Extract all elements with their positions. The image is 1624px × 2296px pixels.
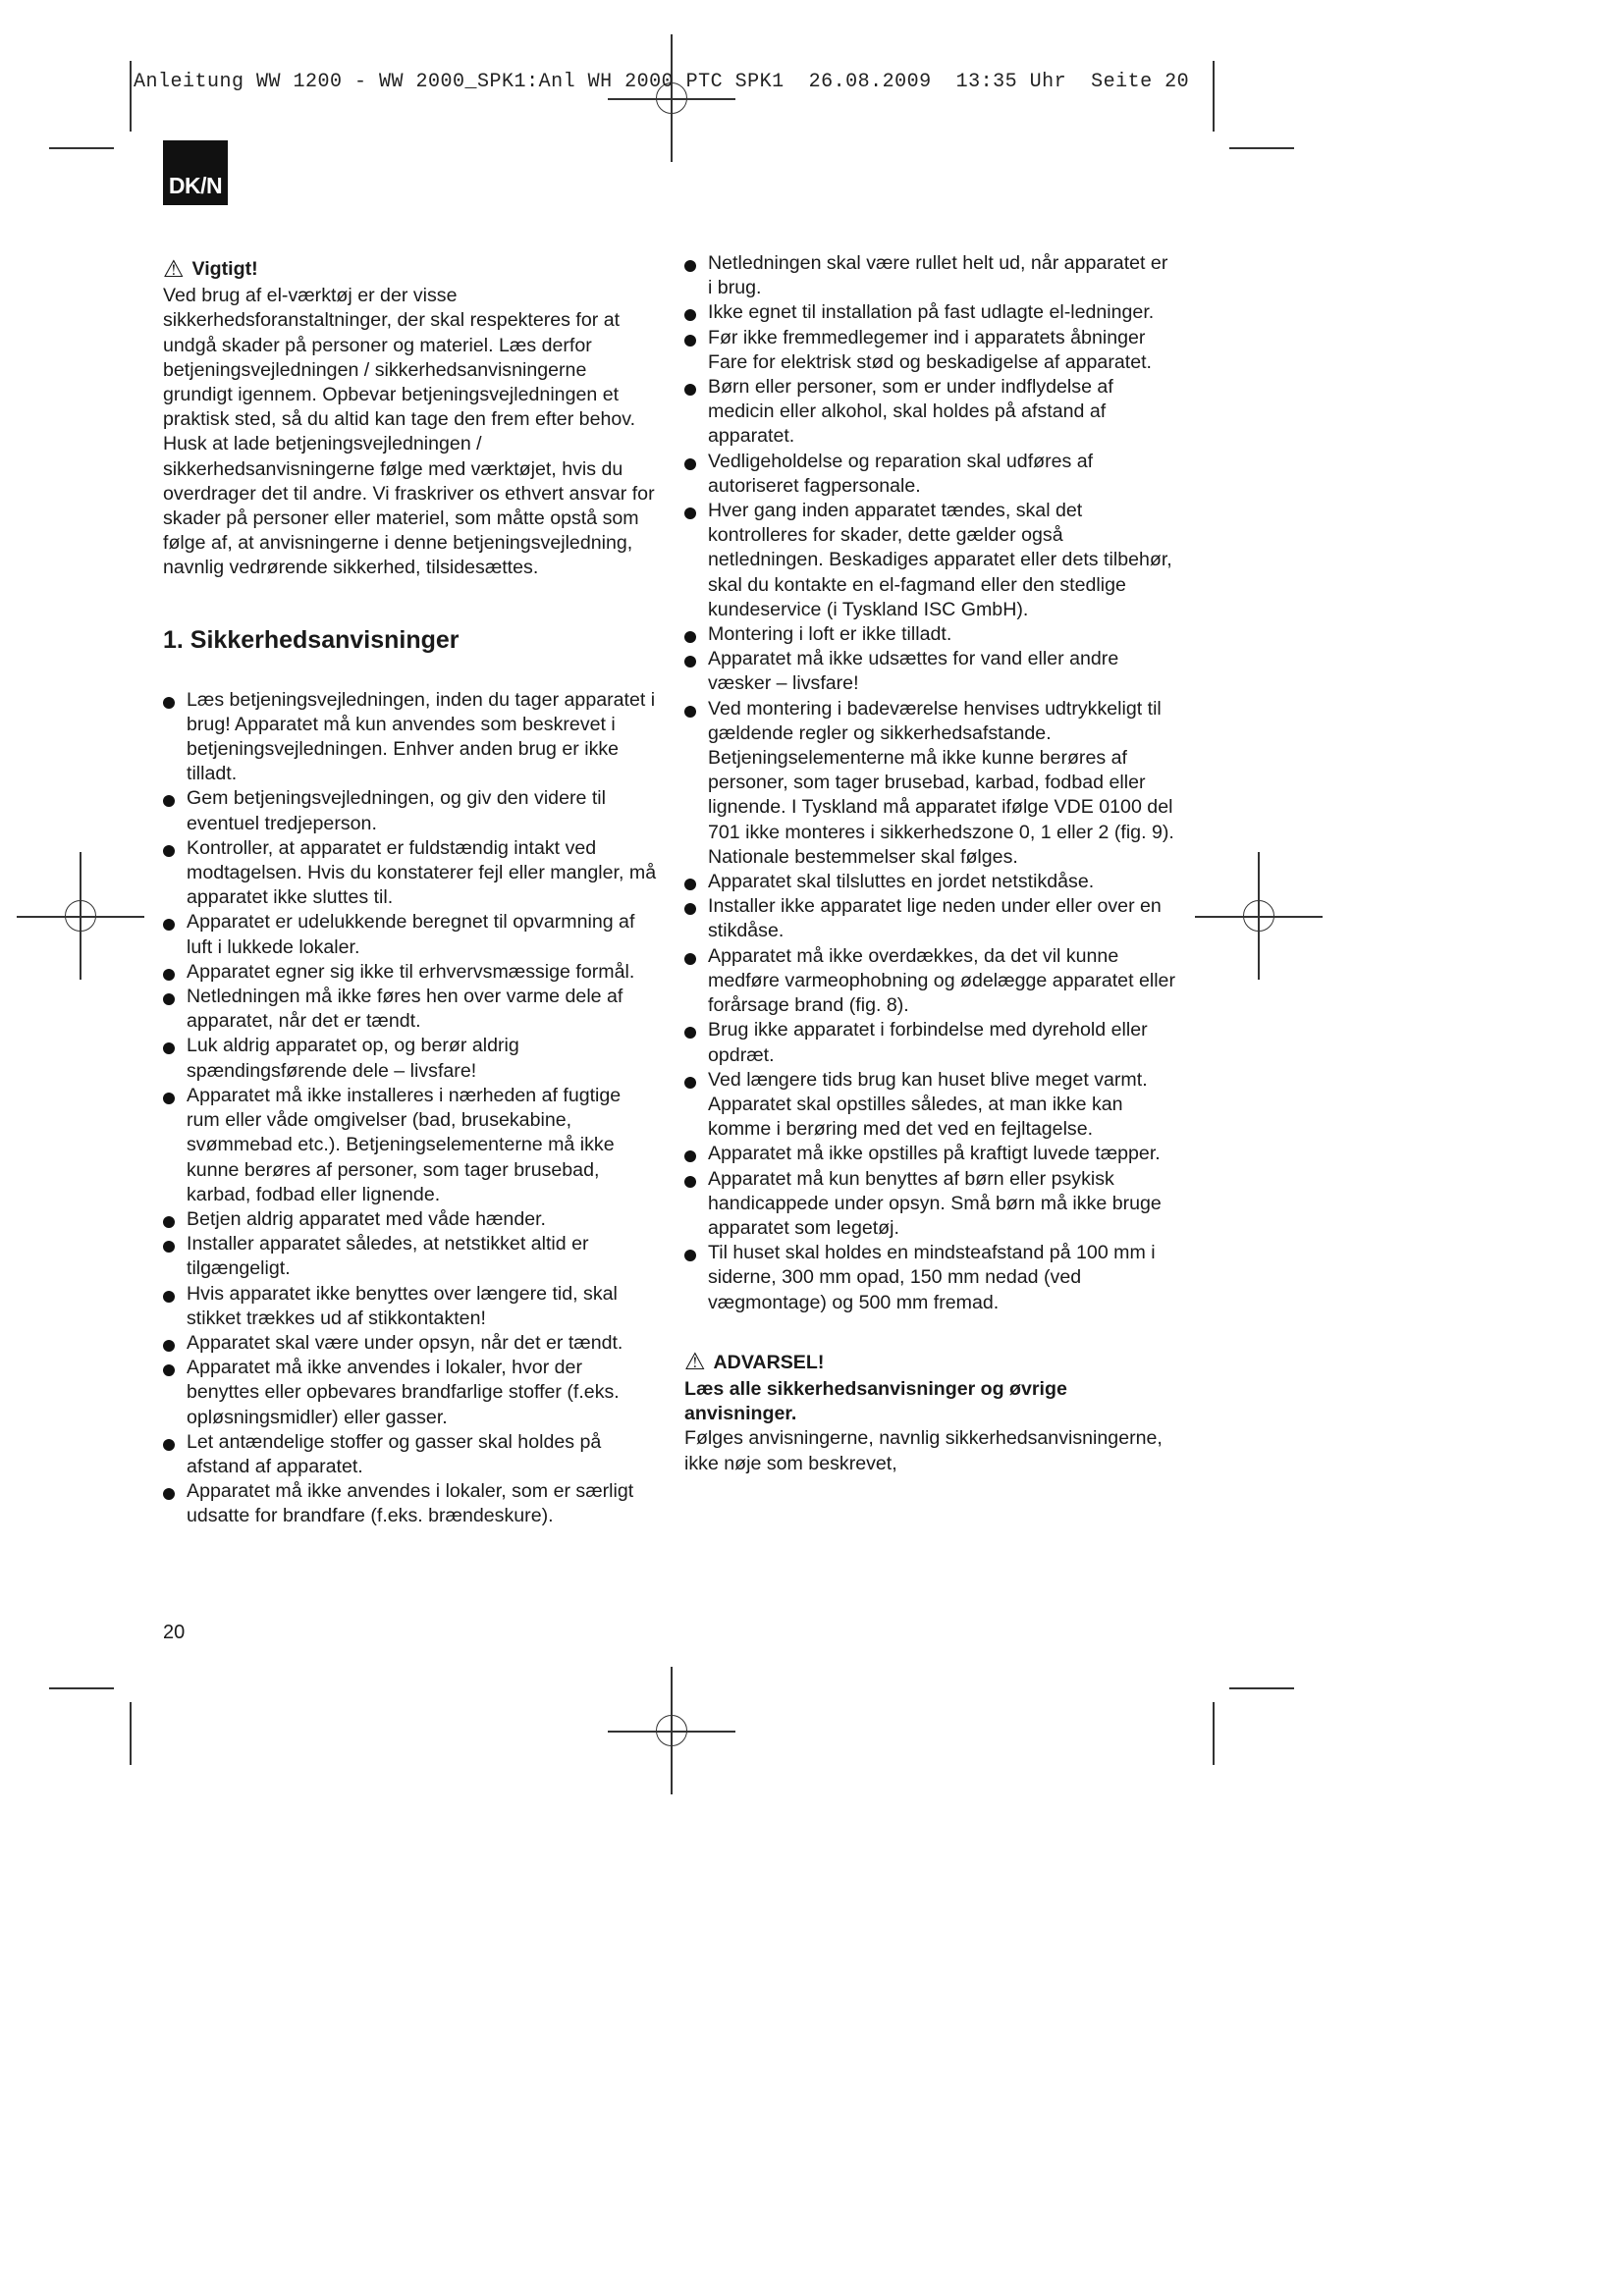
crop-mark <box>49 147 114 149</box>
list-item: Apparatet er udelukkende beregnet til opvarmning af luft i lukkede lokaler. <box>163 910 658 959</box>
list-item: Før ikke fremmedlegemer ind i apparatets åbninger Fare for elektrisk stød og beskadigelse af apparatet. <box>684 326 1175 375</box>
language-badge: DK/N <box>163 140 228 205</box>
warning-triangle-icon: ⚠ <box>684 1349 706 1376</box>
warning-heading <box>684 1351 1175 1375</box>
list-item: Gem betjeningsvejledningen, og giv den videre til eventuel tredjeperson. <box>163 786 658 835</box>
crop-mark <box>130 61 132 132</box>
list-item: Brug ikke apparatet i forbindelse med dyrehold eller opdræt. <box>684 1018 1175 1067</box>
crop-mark <box>1229 147 1294 149</box>
print-header: Anleitung WW 1200 - WW 2000_SPK1:Anl WH 2000 PTC SPK1 26.08.2009 13:35 Uhr Seite 20 <box>134 71 1190 93</box>
list-item: Til huset skal holdes en mindsteafstand på 100 mm i siderne, 300 mm opad, 150 mm nedad (ved vægmontage) og 500 mm fremad. <box>684 1241 1175 1315</box>
safety-list-right <box>684 251 1175 1315</box>
list-item: Betjen aldrig apparatet med våde hænder. <box>163 1207 658 1232</box>
warning-title: ADVARSEL! <box>713 1351 825 1373</box>
warning-block <box>684 1351 1175 1476</box>
list-item: Installer apparatet således, at netstikket altid er tilgængeligt. <box>163 1232 658 1281</box>
list-item: Hvis apparatet ikke benyttes over længere tid, skal stikket trækkes ud af stikkontakten! <box>163 1282 658 1331</box>
list-item: Let antændelige stoffer og gasser skal holdes på afstand af apparatet. <box>163 1430 658 1479</box>
list-item: Vedligeholdelse og reparation skal udføres af autoriseret fagpersonale. <box>684 450 1175 499</box>
list-item: Kontroller, at apparatet er fuldstændig intakt ved modtagelsen. Hvis du konstaterer fejl eller mangler, må apparatet ikke sluttes til. <box>163 836 658 911</box>
list-item: Apparatet må ikke anvendes i lokaler, hvor der benyttes eller opbevares brandfarlige stoffer (f.eks. opløsningsmidler) eller gasser. <box>163 1356 658 1430</box>
list-item: Ved længere tids brug kan huset blive meget varmt. Apparatet skal opstilles således, at man ikke kan komme i berøring med det ved en fejltagelse. <box>684 1068 1175 1143</box>
crop-mark <box>49 1687 114 1689</box>
warning-bold-text: Læs alle sikkerhedsanvisninger og øvrige anvisninger. <box>684 1377 1067 1425</box>
warning-triangle-icon: ⚠ <box>163 255 185 283</box>
page-number: 20 <box>163 1622 186 1643</box>
crop-mark <box>130 1702 132 1765</box>
section-title: 1. Sikkerhedsanvisninger <box>163 625 460 654</box>
safety-list-left <box>163 688 658 1529</box>
list-item: Apparatet må ikke overdækkes, da det vil kunne medføre varmeophobning og ødelægge apparatet eller forårsage brand (fig. 8). <box>684 944 1175 1019</box>
list-item: Læs betjeningsvejledningen, inden du tager apparatet i brug! Apparatet må kun anvendes som beskrevet i betjeningsvejledningen. Enhver anden brug er ikke tilladt. <box>163 688 658 787</box>
list-item: Apparatet må ikke opstilles på kraftigt luvede tæpper. <box>684 1142 1175 1166</box>
list-item: Apparatet må ikke udsættes for vand eller andre væsker – livsfare! <box>684 647 1175 696</box>
registration-mark-bottom <box>642 1701 701 1760</box>
list-item: Børn eller personer, som er under indflydelse af medicin eller alkohol, skal holdes på afstand af apparatet. <box>684 375 1175 450</box>
crop-mark <box>1229 1687 1294 1689</box>
list-item: Apparatet må ikke anvendes i lokaler, som er særligt udsatte for brandfare (f.eks. brændeskure). <box>163 1479 658 1528</box>
list-item: Apparatet skal være under opsyn, når det er tændt. <box>163 1331 658 1356</box>
right-column <box>684 251 1175 1476</box>
list-item: Hver gang inden apparatet tændes, skal det kontrolleres for skader, dette gælder også netledningen. Beskadiges apparatet eller dets tilbehør, skal du kontakte en el-fagmand eller den stedlige kundeservice (i Tyskland ISC GmbH). <box>684 499 1175 622</box>
important-title: Vigtigt! <box>191 258 258 280</box>
list-item: Netledningen må ikke føres hen over varme dele af apparatet, når det er tændt. <box>163 985 658 1034</box>
crop-mark <box>1213 1702 1215 1765</box>
list-item: Apparatet egner sig ikke til erhvervsmæssige formål. <box>163 960 658 985</box>
list-item: Montering i loft er ikke tilladt. <box>684 622 1175 647</box>
list-item: Apparatet må ikke installeres i nærheden af fugtige rum eller våde omgivelser (bad, brusekabine, svømmebad etc.). Betjeningselementerne må ikke kunne berøres af personer, som tager brusebad, karbad, fodbad eller lignende. <box>163 1084 658 1207</box>
list-item: Apparatet skal tilsluttes en jordet netstikdåse. <box>684 870 1175 894</box>
list-item: Installer ikke apparatet lige neden under eller over en stikdåse. <box>684 894 1175 943</box>
warning-text: Følges anvisningerne, navnlig sikkerhedsanvisningerne, ikke nøje som beskrevet, <box>684 1427 1163 1474</box>
list-item: Netledningen skal være rullet helt ud, når apparatet er i brug. <box>684 251 1175 300</box>
registration-mark-right <box>1229 886 1288 945</box>
left-column <box>163 257 658 1529</box>
important-heading <box>163 257 658 282</box>
list-item: Luk aldrig apparatet op, og berør aldrig spændingsførende dele – livsfare! <box>163 1034 658 1083</box>
registration-mark-left <box>51 886 110 945</box>
list-item: Ikke egnet til installation på fast udlagte el-ledninger. <box>684 300 1175 325</box>
crop-mark <box>1213 61 1215 132</box>
list-item: Apparatet må kun benyttes af børn eller psykisk handicappede under opsyn. Små børn må ikke bruge apparatet som legetøj. <box>684 1167 1175 1242</box>
important-text: Ved brug af el-værktøj er der visse sikkerhedsforanstaltninger, der skal respekteres for at undgå skader på personer og materiel. Læs derfor betjeningsvejledningen / sikkerhedsanvisningerne grundigt igennem. Opbevar betjeningsvejledningen et praktisk sted, så du altid kan tage den frem efter behov. Husk at lade betjeningsvejledningen / sikkerhedsanvisningerne følge med værktøjet, hvis du overdrager det til andre. Vi fraskriver os ethvert ansvar for skader på personer eller materiel, som måtte opstå som følge af, at anvisningerne i denne betjeningsvejledning, navnlig vedrørende sikkerhed, tilsidesættes. <box>163 285 655 579</box>
list-item: Ved montering i badeværelse henvises udtrykkeligt til gældende regler og sikkerhedsafstande. Betjeningselementerne må ikke kunne berøres af personer, som tager brusebad, karbad, fodbad eller lignende. I Tyskland må apparatet ifølge VDE 0100 del 701 ikke monteres i sikkerhedszone 0, 1 eller 2 (fig. 9). Nationale bestemmelser skal følges. <box>684 697 1175 870</box>
